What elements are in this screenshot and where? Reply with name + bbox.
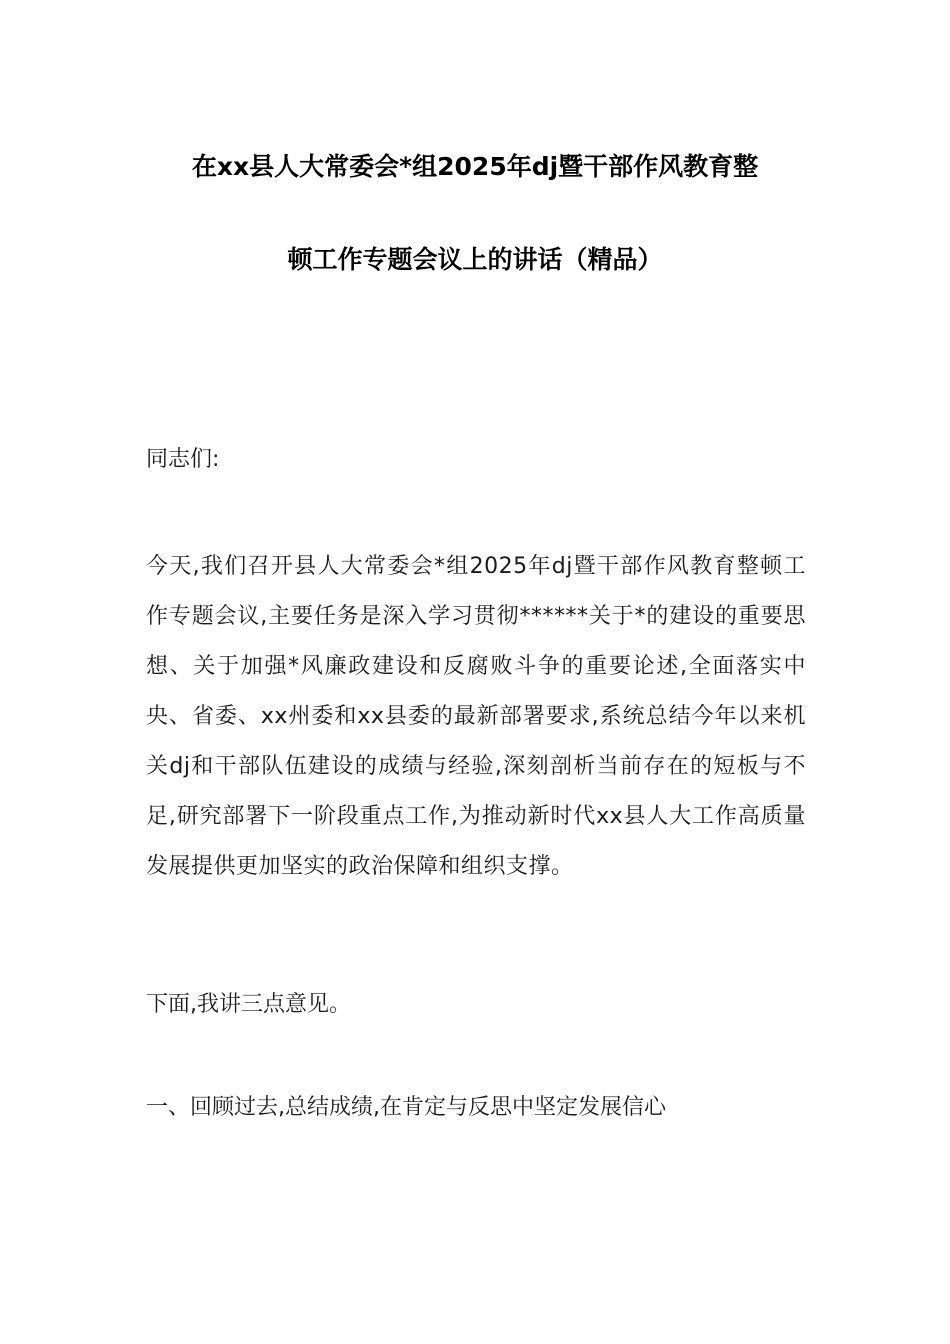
- salutation: 同志们:: [146, 447, 220, 472]
- section-heading-1: 一、回顾过去,总结成绩,在肯定与反思中坚定发展信心: [146, 1095, 666, 1120]
- document-title-line-1: 在xx县人大常委会*组2025年dj暨干部作风教育整: [191, 152, 759, 181]
- body-paragraph-intro: 今天,我们召开县人大常委会*组2025年dj暨干部作风教育整顿工作专题会议,主要任务是深入学习贯彻******关于*的建设的重要思想、关于加强*风廉政建设和反腐败斗争的重要论述,全面落实中央、省委、xx州委和xx县委的最新部署要求,系统总结今年以来机关dj和干部队伍建设的成绩与经验,深刻剖析当前存在的短板与不足,研究部署下一阶段重点工作,为推动新时代xx县人大工作高质量发展提供更加坚实的政治保障和组织支撑。: [146, 554, 806, 879]
- document-title-line-2: 顿工作专题会议上的讲话（精品）: [287, 245, 663, 274]
- body-paragraph-outline: 下面,我讲三点意见。: [146, 992, 351, 1017]
